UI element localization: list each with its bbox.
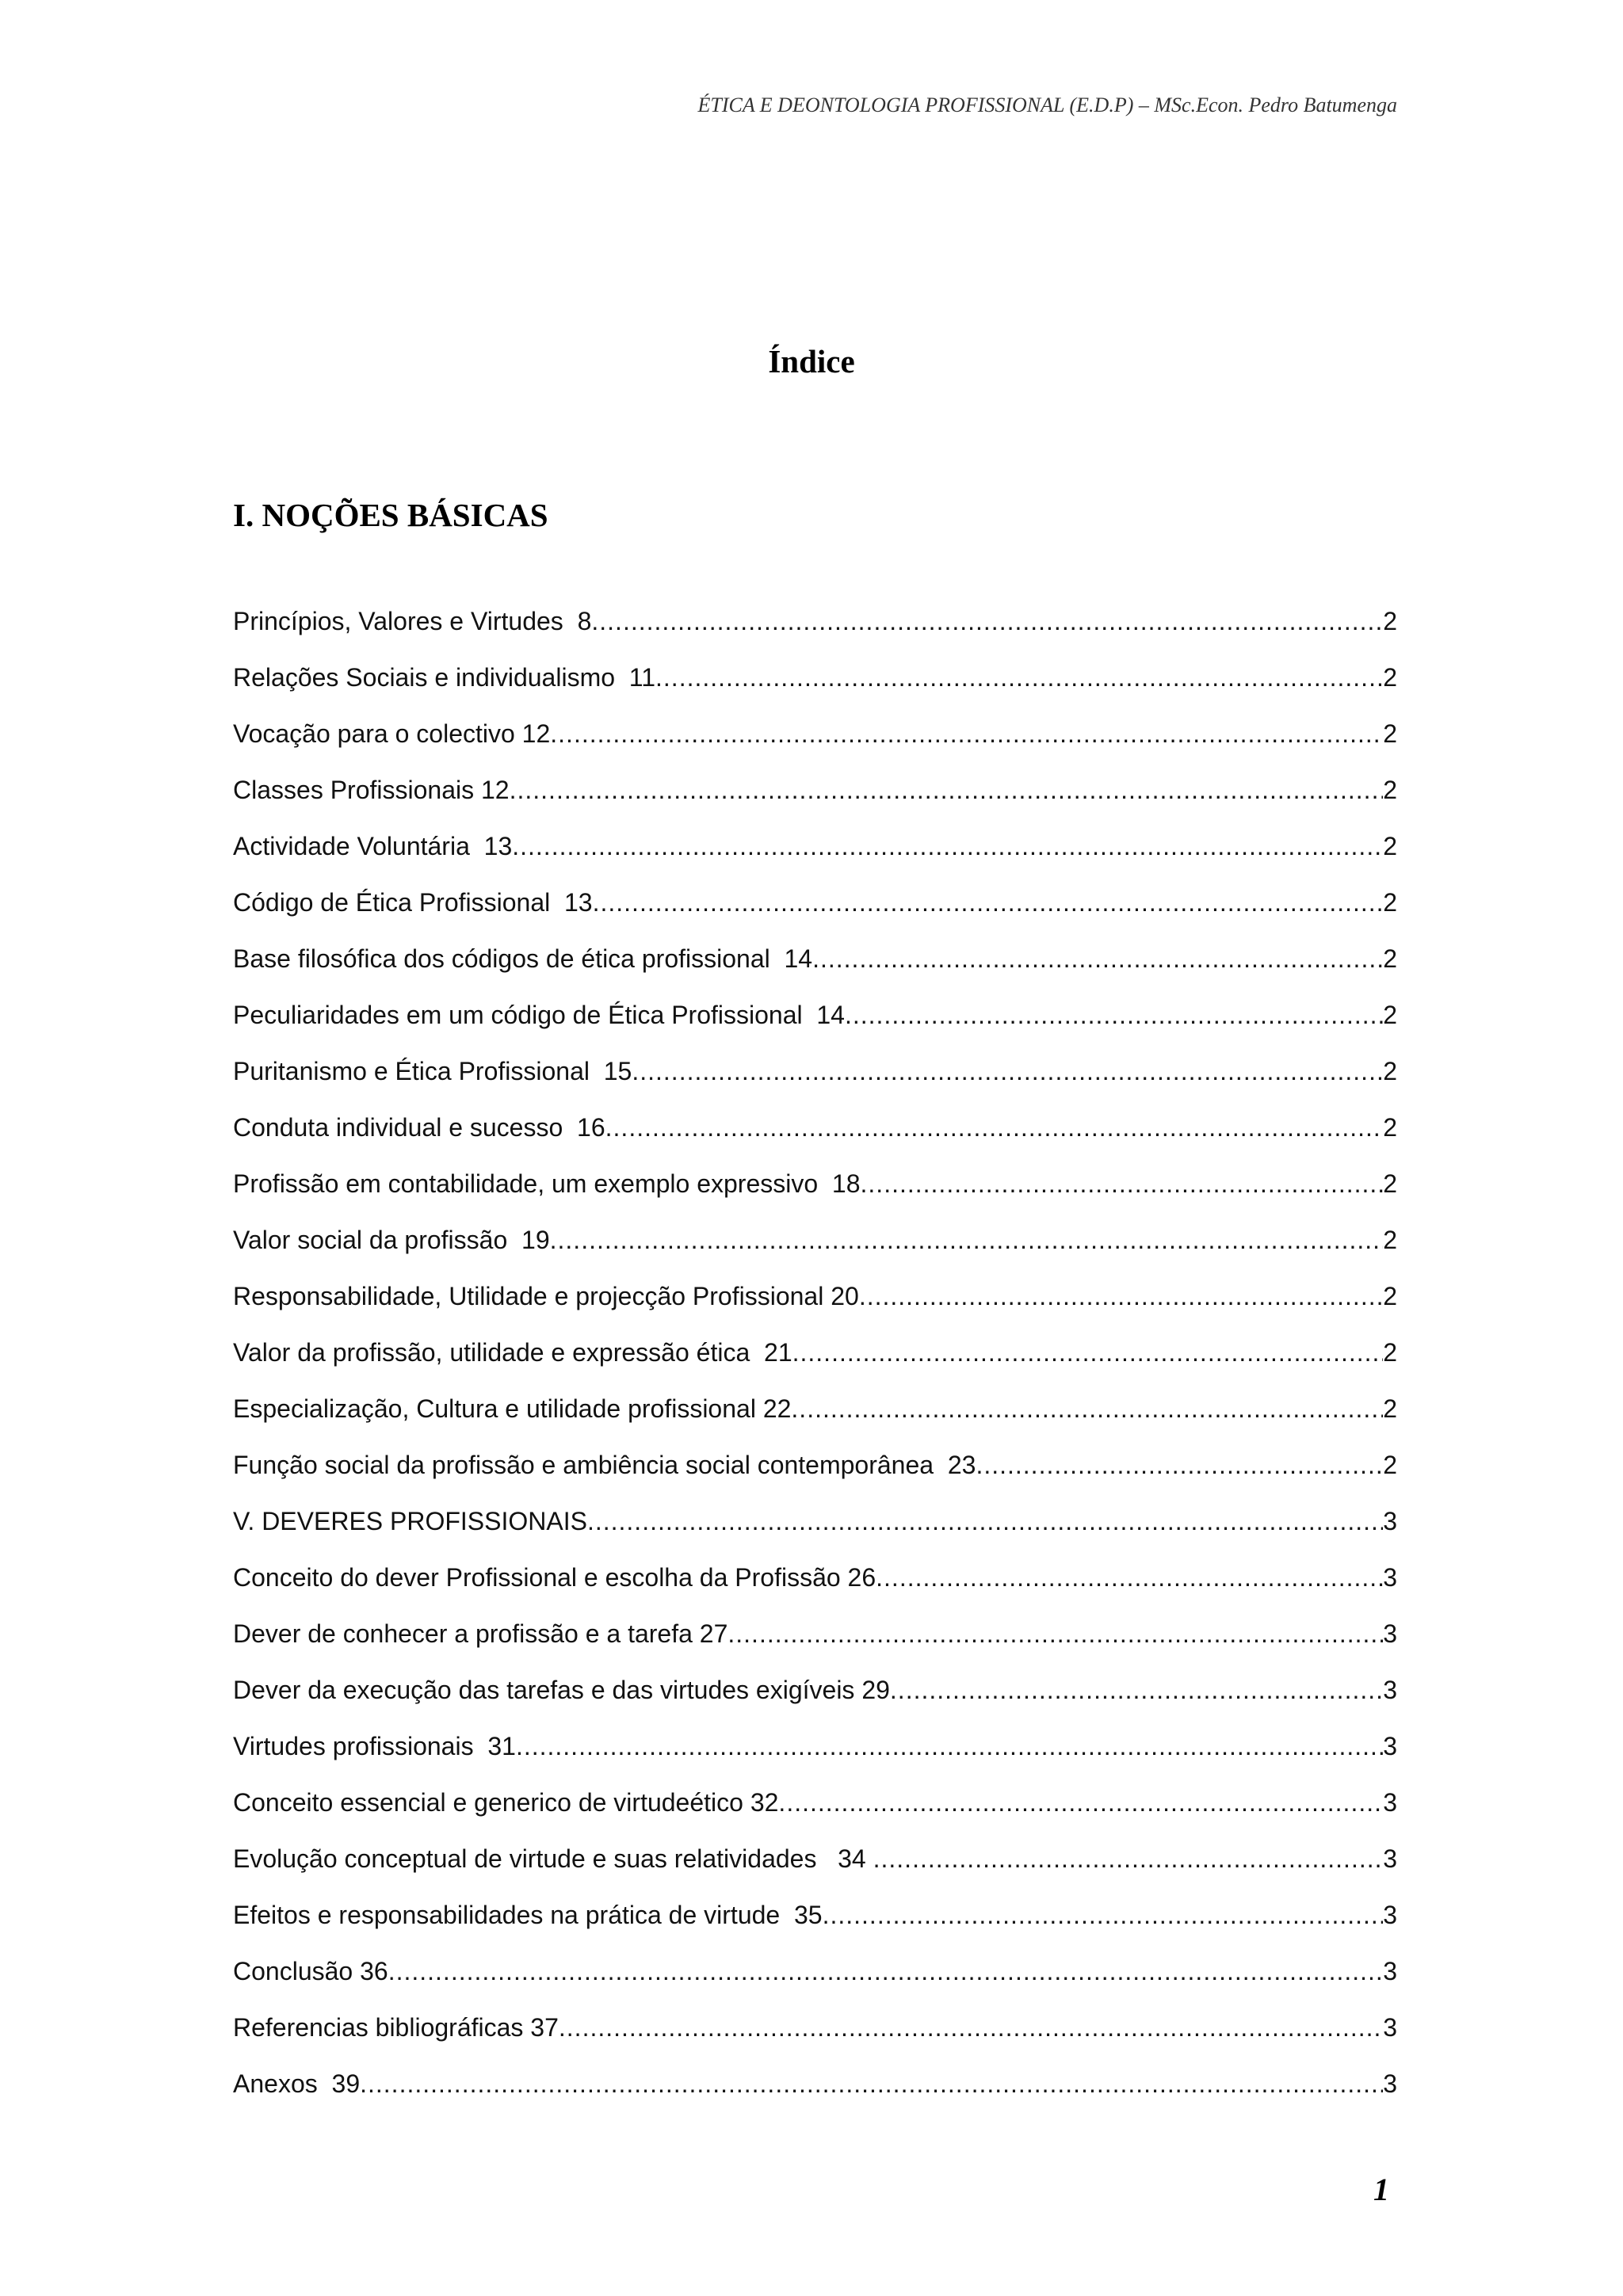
toc-entry-page-number: 2 <box>1383 888 1397 917</box>
toc-entry[interactable] <box>233 1113 1397 1169</box>
dot-leader <box>873 1844 1384 1874</box>
dot-leader <box>778 1788 1383 1817</box>
dot-leader <box>655 663 1383 692</box>
toc-entry-page-number: 3 <box>1383 1844 1397 1873</box>
toc-entry-label: Dever de conhecer a profissão e a tarefa 27 <box>233 1619 728 1648</box>
dot-leader <box>859 1282 1383 1311</box>
dot-leader <box>792 1338 1384 1367</box>
toc-entry-label: Vocação para o colectivo 12 <box>233 719 551 748</box>
toc-entry-page-number: 2 <box>1383 1451 1397 1479</box>
section-heading: I. NOÇÕES BÁSICAS <box>233 497 548 533</box>
table-of-contents <box>233 607 1397 2126</box>
toc-entry[interactable] <box>233 1901 1397 1957</box>
toc-entry-label: Base filosófica dos códigos de ética profissional 14 <box>233 944 813 973</box>
toc-entry-page-number: 2 <box>1383 1226 1397 1254</box>
toc-entry[interactable] <box>233 1788 1397 1844</box>
toc-entry-label: Conceito essencial e generico de virtudeético 32 <box>233 1788 779 1817</box>
toc-entry-label: Evolução conceptual de virtude e suas relatividades 34 <box>233 1844 873 1873</box>
toc-entry-label: Função social da profissão e ambiência social contemporânea 23 <box>233 1451 976 1479</box>
toc-entry[interactable] <box>233 944 1397 1001</box>
toc-entry-label: Actividade Voluntária 13 <box>233 832 513 860</box>
dot-leader <box>876 1563 1383 1592</box>
toc-entry-page-number: 2 <box>1383 1282 1397 1310</box>
toc-entry-label: Puritanismo e Ética Profissional 15 <box>233 1057 632 1085</box>
toc-entry[interactable] <box>233 1676 1397 1732</box>
toc-entry-page-number: 2 <box>1383 719 1397 748</box>
toc-entry-label: Princípios, Valores e Virtudes 8 <box>233 607 592 635</box>
toc-entry-label: V. DEVERES PROFISSIONAIS <box>233 1507 587 1535</box>
toc-entry-page-number: 3 <box>1383 2013 1397 2042</box>
toc-entry-page-number: 3 <box>1383 1507 1397 1535</box>
running-header: ÉTICA E DEONTOLOGIA PROFISSIONAL (E.D.P) – MSc.Econ. Pedro Batumenga <box>697 93 1397 116</box>
toc-entry[interactable] <box>233 1732 1397 1788</box>
toc-entry-page-number: 3 <box>1383 1619 1397 1648</box>
toc-entry[interactable] <box>233 1282 1397 1338</box>
dot-leader <box>360 2069 1383 2099</box>
toc-entry[interactable] <box>233 1394 1397 1451</box>
dot-leader <box>559 2013 1383 2042</box>
dot-leader <box>550 1226 1384 1255</box>
toc-entry[interactable] <box>233 1338 1397 1394</box>
toc-entry-label: Efeitos e responsabilidades na prática de virtude 35 <box>233 1901 823 1929</box>
toc-entry[interactable] <box>233 1957 1397 2013</box>
toc-entry-label: Referencias bibliográficas 37 <box>233 2013 559 2042</box>
toc-entry-page-number: 2 <box>1383 663 1397 692</box>
toc-entry-page-number: 2 <box>1383 1394 1397 1423</box>
dot-leader <box>510 776 1384 805</box>
dot-leader <box>512 832 1383 861</box>
toc-entry-label: Responsabilidade, Utilidade e projecção Profissional 20 <box>233 1282 859 1310</box>
toc-entry-page-number: 3 <box>1383 1563 1397 1592</box>
dot-leader <box>976 1451 1383 1480</box>
toc-entry[interactable] <box>233 663 1397 719</box>
toc-entry-label: Peculiaridades em um código de Ética Profissional 14 <box>233 1001 845 1029</box>
page-number: 1 <box>1373 2172 1389 2207</box>
dot-leader <box>593 888 1384 917</box>
dot-leader <box>791 1394 1383 1424</box>
toc-entry-page-number: 2 <box>1383 1001 1397 1029</box>
dot-leader <box>845 1001 1383 1030</box>
toc-entry-label: Código de Ética Profissional 13 <box>233 888 593 917</box>
toc-entry[interactable] <box>233 776 1397 832</box>
toc-entry[interactable] <box>233 1226 1397 1282</box>
toc-entry-page-number: 3 <box>1383 1676 1397 1704</box>
dot-leader <box>861 1169 1384 1199</box>
toc-entry[interactable] <box>233 2069 1397 2126</box>
toc-entry[interactable] <box>233 719 1397 776</box>
toc-entry-label: Valor da profissão, utilidade e expressão ética 21 <box>233 1338 792 1367</box>
toc-entry[interactable] <box>233 888 1397 944</box>
toc-entry-label: Conduta individual e sucesso 16 <box>233 1113 605 1142</box>
toc-entry-label: Especialização, Cultura e utilidade profissional 22 <box>233 1394 792 1423</box>
toc-entry-page-number: 3 <box>1383 1957 1397 1985</box>
toc-entry[interactable] <box>233 1451 1397 1507</box>
toc-entry[interactable] <box>233 1619 1397 1676</box>
toc-entry[interactable] <box>233 1169 1397 1226</box>
dot-leader <box>605 1113 1384 1142</box>
toc-entry-label: Dever da execução das tarefas e das virtudes exigíveis 29 <box>233 1676 890 1704</box>
toc-entry-label: Profissão em contabilidade, um exemplo expressivo 18 <box>233 1169 861 1198</box>
dot-leader <box>727 1619 1383 1649</box>
toc-entry-page-number: 2 <box>1383 832 1397 860</box>
toc-entry-label: Anexos 39 <box>233 2069 361 2098</box>
toc-entry-label: Conceito do dever Profissional e escolha da Profissão 26 <box>233 1563 876 1592</box>
toc-entry[interactable] <box>233 1507 1397 1563</box>
toc-entry[interactable] <box>233 1563 1397 1619</box>
toc-entry-label: Classes Profissionais 12 <box>233 776 510 804</box>
toc-entry-page-number: 3 <box>1383 1732 1397 1760</box>
toc-entry-page-number: 2 <box>1383 944 1397 973</box>
dot-leader <box>550 719 1383 749</box>
dot-leader <box>388 1957 1384 1986</box>
toc-entry-page-number: 3 <box>1383 1901 1397 1929</box>
toc-entry-page-number: 2 <box>1383 1113 1397 1142</box>
toc-entry[interactable] <box>233 1001 1397 1057</box>
toc-entry-page-number: 2 <box>1383 607 1397 635</box>
toc-entry-page-number: 3 <box>1383 2069 1397 2098</box>
toc-entry-page-number: 2 <box>1383 1169 1397 1198</box>
toc-entry-label: Virtudes profissionais 31 <box>233 1732 516 1760</box>
page-title: Índice <box>768 343 855 379</box>
toc-entry[interactable] <box>233 1057 1397 1113</box>
toc-entry[interactable] <box>233 832 1397 888</box>
toc-entry-page-number: 2 <box>1383 1057 1397 1085</box>
dot-leader <box>591 607 1383 636</box>
dot-leader <box>812 944 1383 974</box>
dot-leader <box>632 1057 1383 1086</box>
toc-entry-label: Relações Sociais e individualismo 11 <box>233 663 656 692</box>
dot-leader <box>823 1901 1384 1930</box>
dot-leader <box>587 1507 1383 1536</box>
toc-entry[interactable] <box>233 1844 1397 1901</box>
dot-leader <box>890 1676 1383 1705</box>
toc-entry-label: Valor social da profissão 19 <box>233 1226 550 1254</box>
toc-entry[interactable] <box>233 607 1397 663</box>
toc-entry-page-number: 2 <box>1383 1338 1397 1367</box>
dot-leader <box>516 1732 1383 1761</box>
toc-entry[interactable] <box>233 2013 1397 2069</box>
toc-entry-label: Conclusão 36 <box>233 1957 388 1985</box>
toc-entry-page-number: 3 <box>1383 1788 1397 1817</box>
toc-entry-page-number: 2 <box>1383 776 1397 804</box>
